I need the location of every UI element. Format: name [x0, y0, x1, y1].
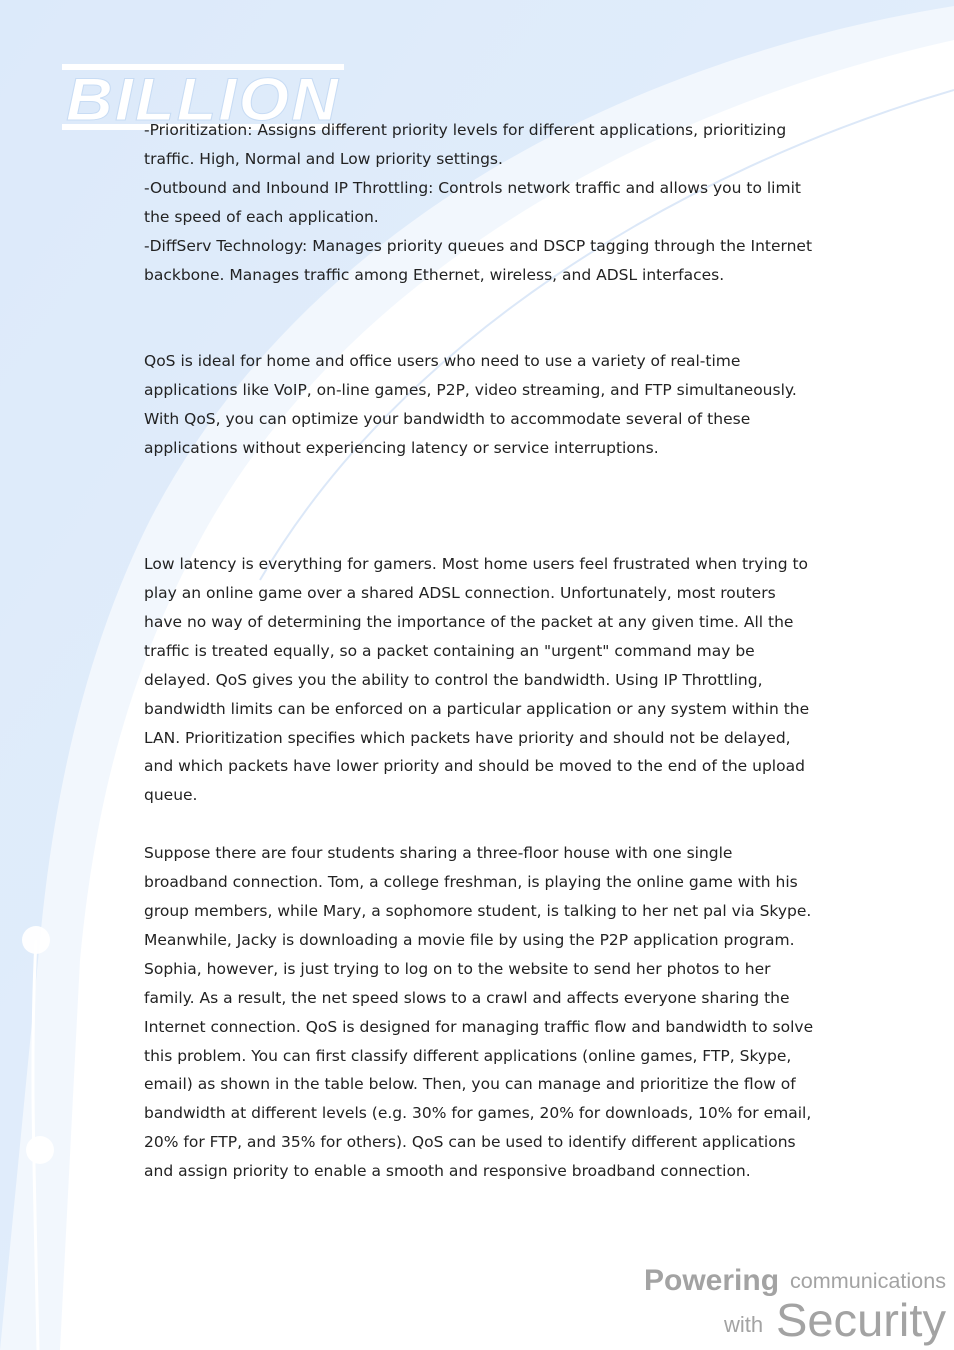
paragraph-ideal-for: QoS is ideal for home and office users who need to use a variety of real-time applications like VoIP, on-line games, P2P, video streaming, and FTP simultaneously. With QoS, you can optimize your bandwidth to accommodate several of these applications without experiencing latency or service interruptions.	[144, 352, 797, 458]
spacer	[144, 810, 816, 839]
tagline-powering: Powering	[644, 1264, 780, 1297]
decor-dot	[26, 1136, 54, 1164]
spacer	[144, 289, 816, 347]
paragraph-gamers: Low latency is everything for gamers. Most home users feel frustrated when trying to play an online game over a shared ADSL connection. Unfortunately, most routers have no way of determining the importance of the packet at any given time. All the traffic is treated equally, so a packet containing an "urgent" command may be delayed. QoS gives you the ability to control the bandwidth. Using IP Throttling, bandwidth limits can be enforced on a particular application or any system within the LAN. Prioritization specifies which packets have priority and should not be delayed, and which packets have lower priority and should be moved to the end of the upload queue.	[144, 555, 810, 805]
tagline-communications: communications	[790, 1270, 946, 1293]
tagline-logo	[640, 1256, 950, 1346]
tagline-security: Security	[776, 1294, 946, 1346]
feature-ip-throttling: -Outbound and Inbound IP Throttling: Controls network traffic and allows you to limit the speed of each application.	[144, 178, 801, 226]
tagline-with: with	[724, 1312, 764, 1337]
paragraph-students: Suppose there are four students sharing a three-floor house with one single broadband connection. Tom, a college freshman, is playing the online game with his group members, while Mary, a sophomore student, is talking to her net pal via Skype. Meanwhile, Jacky is downloading a movie file by using the P2P application program. Sophia, however, is just trying to log on to the website to send her photos to her family. As a result, the net speed slows to a crawl and affects everyone sharing the Internet connection. QoS is designed for managing traffic flow and bandwidth to solve this problem. You can first classify different applications (online games, FTP, Skype, email) as shown in the table below. Then, you can manage and prioritize the flow of bandwidth at different levels (e.g. 30% for games, 20% for downloads, 10% for email, 20% for FTP, and 35% for others). QoS can be used to identify different applications and assign priority to enable a smooth and responsive broadband connection.	[144, 844, 814, 1181]
decor-dot	[22, 926, 50, 954]
feature-diffserv: -DiffServ Technology: Manages priority queues and DSCP tagging through the Internet backbone. Manages traffic among Ethernet, wireless, and ADSL interfaces.	[144, 236, 813, 284]
feature-prioritization: -Prioritization: Assigns different priority levels for different applications, prioritizing traffic. High, Normal and Low priority settings.	[144, 121, 787, 168]
logo-text: BILLION	[66, 66, 340, 130]
spacer	[144, 463, 816, 550]
page-content	[144, 116, 816, 1186]
